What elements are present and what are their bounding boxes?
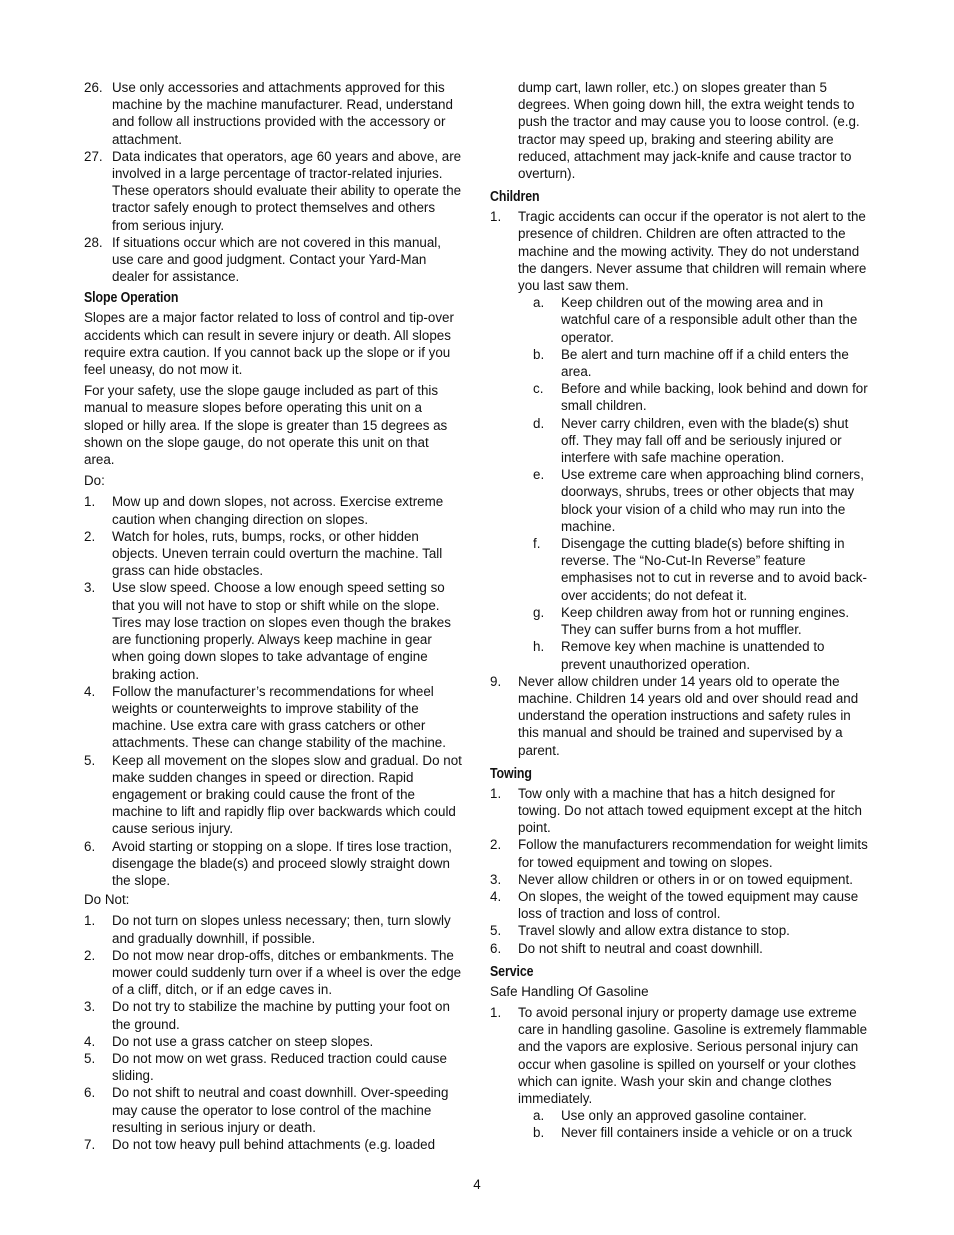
list-text: Avoid starting or stopping on a slope. If tires lose traction, disengage the blade(s) and proceed slowly straight down the slope. xyxy=(112,838,452,888)
list-number: 5. xyxy=(84,752,96,768)
list-text: Before and while backing, look behind and down for small children. xyxy=(561,381,868,414)
do-not-list xyxy=(84,912,462,1153)
list-item xyxy=(490,940,870,957)
list-item xyxy=(84,528,462,580)
list-number: 3. xyxy=(84,580,96,596)
list-item xyxy=(533,1107,870,1124)
left-column xyxy=(84,79,462,1153)
list-text: Do not mow near drop-offs, ditches or embankments. The mower could suddenly turn over if a wheel is over the edge of a cliff, ditch, or if an edge caves in. xyxy=(112,947,462,998)
list-item xyxy=(84,148,462,234)
list-item xyxy=(84,998,462,1032)
list-text: Use only an approved gasoline container. xyxy=(561,1108,807,1124)
list-number: 27. xyxy=(84,148,103,164)
list-number: d. xyxy=(533,415,545,431)
list-text: Be alert and turn machine off if a child enters the area. xyxy=(561,346,849,380)
list-item xyxy=(84,752,462,838)
list-number: 4. xyxy=(490,888,502,904)
list-text: Do not mow on wet grass. Reduced traction could cause sliding. xyxy=(112,1050,447,1084)
list-number: 28. xyxy=(84,234,103,250)
list-item xyxy=(533,604,870,638)
list-text: Remove key when machine is unattended to prevent unauthorized operation. xyxy=(561,639,825,672)
list-number: 9. xyxy=(490,673,502,689)
list-text: To avoid personal injury or property damage use extreme care in handling gasoline. Gasoline is extremely flammable and the vapors are explosive. Serious personal injury can occur when gasoline is spilled on yourself or your clothes which can ignite. Wash your skin and change clothes immediately. xyxy=(518,1004,868,1106)
list-number: 4. xyxy=(84,1033,96,1049)
list-item xyxy=(490,922,870,939)
list-number: 2. xyxy=(84,947,96,963)
list-number: 3. xyxy=(84,999,96,1015)
list-text: Tragic accidents can occur if the operator is not alert to the presence of children. Children are often attracted to the machine and the mowing activity. They do not understand the dangers. Never assume that children will remain where you last saw them. xyxy=(518,209,867,294)
list-text: Watch for holes, ruts, bumps, rocks, or other hidden objects. Uneven terrain could overturn the machine. Tall grass can hide obstacles. xyxy=(112,528,443,579)
list-number: 5. xyxy=(84,1050,96,1066)
list-number: a. xyxy=(533,1108,545,1124)
list-text: Mow up and down slopes, not across. Exercise extreme caution when changing direction on slopes. xyxy=(112,494,444,527)
list-item xyxy=(84,912,462,946)
towing-list xyxy=(490,785,870,957)
list-item xyxy=(533,638,870,672)
list-text: On slopes, the weight of the towed equipment may cause loss of traction and loss of control. xyxy=(518,888,859,922)
towing-heading: Towing xyxy=(490,765,532,782)
list-number: b. xyxy=(533,1125,545,1141)
list-text: If situations occur which are not covered in this manual, use care and good judgment. Contact your Yard-Man dealer for assistance. xyxy=(112,234,441,285)
list-item xyxy=(533,380,870,414)
list-text: Use extreme care when approaching blind corners, doorways, shrubs, trees or other objects that may block your vision of a child who may run into the machine. xyxy=(561,467,864,534)
list-item xyxy=(84,579,462,682)
list-item xyxy=(490,871,870,888)
do-list xyxy=(84,493,462,889)
list-item xyxy=(84,947,462,999)
list-text: Keep children out of the mowing area and in watchful care of a responsible adult other than the operator. xyxy=(561,295,858,345)
list-item xyxy=(84,1050,462,1084)
list-item xyxy=(533,466,870,535)
list-number: 26. xyxy=(84,80,103,95)
list-text: Use slow speed. Choose a low enough speed setting so that you will not have to stop or shift while on the slope. Tires may lose traction on slopes even though the brakes are functioning properly. Always keep machine in gear when going down slopes to take advantage of engine braking action. xyxy=(112,580,451,682)
list-number: 6. xyxy=(84,838,96,854)
list-text: Do not turn on slopes unless necessary; then, turn slowly and gradually downhill, if possible. xyxy=(112,913,451,946)
service-item xyxy=(490,1004,870,1107)
list-number: f. xyxy=(533,536,541,552)
list-item xyxy=(490,888,870,922)
list-text: Never allow children under 14 years old to operate the machine. Children 14 years old and over should read and understand the operation instructions and safety rules in this manual and should be trained and supervised by a parent. xyxy=(518,673,859,758)
list-item xyxy=(84,1033,462,1050)
list-item xyxy=(84,1084,462,1136)
list-number: 6. xyxy=(490,940,502,956)
children-heading: Children xyxy=(490,189,540,206)
list-text: Follow the manufacturer’s recommendations for wheel weights or counterweights to improve stability of the machine. Use extra care with grass catchers or other attachments. These can change stability of the machine. xyxy=(112,683,446,751)
list-text: Do not tow heavy pull behind attachments (e.g. loaded xyxy=(112,1136,436,1152)
list-item xyxy=(84,683,462,752)
slope-paragraph-1: Slopes are a major factor related to loss of control and tip-over accidents which can result in severe injury or death. All slopes require extra caution. If you cannot back up the slope or if you feel uneasy, do not mow it. xyxy=(84,310,454,378)
list-text: Never fill containers inside a vehicle or on a truck xyxy=(561,1125,853,1141)
do-not-label: Do Not: xyxy=(84,892,130,908)
list-number: 4. xyxy=(84,683,96,699)
list-item xyxy=(490,785,870,837)
list-number: 2. xyxy=(490,837,502,853)
list-number: 1. xyxy=(490,1004,502,1020)
list-number: c. xyxy=(533,381,544,397)
list-item xyxy=(84,838,462,890)
list-text: Do not use a grass catcher on steep slopes. xyxy=(112,1033,374,1049)
list-number: h. xyxy=(533,639,545,655)
service-heading: Service xyxy=(490,963,534,980)
list-number: 1. xyxy=(84,913,96,929)
list-item xyxy=(84,234,462,286)
list-text: Keep all movement on the slopes slow and gradual. Do not make sudden changes in speed or direction. Rapid engagement or braking could cause the front of the machine to lift and rapidly flip over backwards which could cause serious injury. xyxy=(112,752,462,837)
list-item xyxy=(533,415,870,467)
list-number: 1. xyxy=(490,209,502,225)
right-column xyxy=(490,79,870,1142)
list-text: Keep children away from hot or running engines. They can suffer burns from a hot muffler. xyxy=(561,604,850,638)
list-item xyxy=(84,493,462,527)
list-item xyxy=(533,1124,870,1141)
list-text: Do not shift to neutral and coast downhill. Over-speeding may cause the operator to lose control of the machine resulting in serious injury or death. xyxy=(112,1085,449,1135)
list-text: Do not try to stabilize the machine by putting your foot on the ground. xyxy=(112,999,450,1032)
service-sublist xyxy=(490,1107,870,1141)
slope-operation-heading: Slope Operation xyxy=(84,290,179,307)
list-number: 2. xyxy=(84,528,96,544)
list-text: Do not shift to neutral and coast downhill. xyxy=(518,940,763,956)
list-number: 5. xyxy=(490,923,502,939)
list-text: Travel slowly and allow extra distance to stop. xyxy=(518,923,790,939)
continued-text: dump cart, lawn roller, etc.) on slopes greater than 5 degrees. When going down hill, the extra weight tends to push the tractor and may cause you to loose control. (e.g. tractor may speed up, braking and steering ability are reduced, attachment may jack-knife and cause tractor to overturn). xyxy=(518,80,860,182)
list-text: Use only accessories and attachments approved for this machine by the machine manufacturer. Read, understand and follow all instructions provided with the accessory or attachment. xyxy=(112,80,453,147)
list-number: 3. xyxy=(490,871,502,887)
list-text: Tow only with a machine that has a hitch designed for towing. Do not attach towed equipment except at the hitch point. xyxy=(518,785,862,836)
slope-paragraph-2: For your safety, use the slope gauge included as part of this manual to measure slopes before operating this unit on a sloped or hilly area. If the slope is greater than 15 degrees as shown on the slope gauge, do not operate this unit on that area. xyxy=(84,383,448,468)
list-item xyxy=(533,535,870,604)
intro-list xyxy=(84,79,462,285)
list-number: 6. xyxy=(84,1085,96,1101)
list-number: 1. xyxy=(84,494,96,510)
list-text: Disengage the cutting blade(s) before shifting in reverse. The “No-Cut-In Reverse” feature emphasises not to cut in reverse and to avoid back-over accidents; do not defeat it. xyxy=(561,536,867,603)
list-number: g. xyxy=(533,604,545,620)
list-text: Data indicates that operators, age 60 years and above, are involved in a large percentage of tractor-related injuries. These operators should evaluate their ability to operate the tractor safely enough to protect themselves and others from serious injury. xyxy=(112,148,462,233)
list-text: Never carry children, even with the blade(s) shut off. They may fall off and be seriously injured or interfere with safe machine operation. xyxy=(561,415,849,466)
list-text: Never allow children or others in or on towed equipment. xyxy=(518,871,853,887)
list-text: Follow the manufacturers recommendation for weight limits for towed equipment and towing on slopes. xyxy=(518,837,868,870)
list-item xyxy=(84,1136,462,1153)
list-number: b. xyxy=(533,346,545,362)
service-subheading: Safe Handling Of Gasoline xyxy=(490,983,649,999)
list-number: a. xyxy=(533,295,545,311)
list-item xyxy=(533,294,870,346)
children-item xyxy=(490,673,870,759)
list-item xyxy=(533,346,870,380)
do-label: Do: xyxy=(84,473,105,489)
children-item xyxy=(490,208,870,294)
children-sublist xyxy=(490,294,870,672)
list-item xyxy=(490,836,870,870)
list-number: 1. xyxy=(490,785,502,801)
list-number: 7. xyxy=(84,1136,96,1152)
list-number: e. xyxy=(533,467,545,483)
list-item xyxy=(84,79,462,148)
page-number: 4 xyxy=(473,1177,481,1192)
